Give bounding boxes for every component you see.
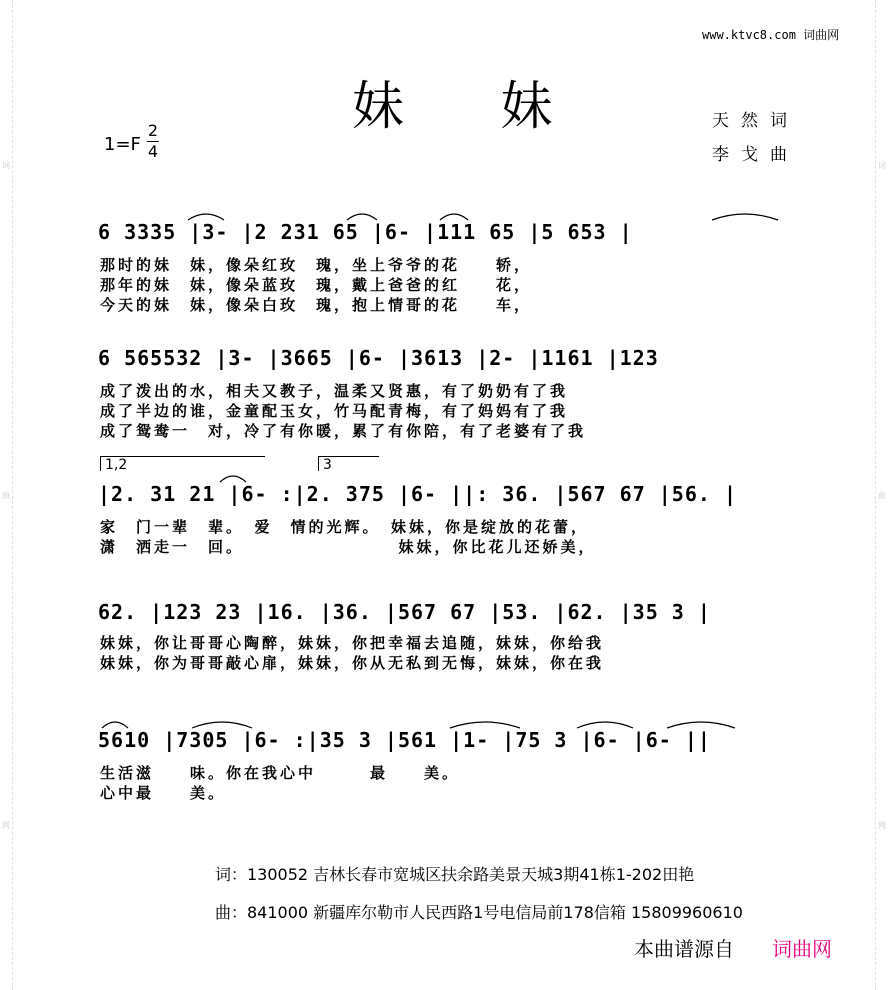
slur-mark <box>100 716 130 730</box>
lyric-line: 那年的妹 妹，像朵蓝玫 瑰，戴上爸爸的红 花， <box>100 276 533 294</box>
composer-credit: 李戈曲 <box>712 145 799 165</box>
watermark-char: 网 <box>2 820 10 830</box>
right-watermark-strip <box>875 0 888 990</box>
watermark-char: 曲 <box>2 490 10 500</box>
lyric-line: 妹妹，你为哥哥敲心扉，妹妹，你从无私到无悔，妹妹，你在我 <box>100 654 605 672</box>
lyric-line: 成了半边的谁，金童配玉女，竹马配青梅，有了妈妈有了我 <box>100 402 569 420</box>
slur-mark <box>218 470 248 484</box>
source-text: 本曲谱源自 <box>634 937 734 961</box>
left-watermark-strip <box>0 0 13 990</box>
source-site-link[interactable]: 词曲网 <box>772 937 832 961</box>
song-title: 妹 妹 <box>352 77 593 137</box>
lyric-line: 心中最 美。 <box>100 784 227 802</box>
meter-top: 2 <box>147 121 159 140</box>
lyricist-address: 词：130052 吉林长春市宽城区扶余路美景天城3期41栋1-202田艳 <box>215 865 695 884</box>
meter-bottom: 4 <box>147 142 159 161</box>
composer-address: 曲：841000 新疆库尔勒市人民西路1号电信局前178信箱 15809960610 <box>215 903 743 922</box>
staff-row-4 <box>98 600 820 630</box>
site-url[interactable]: www.ktvc8.com 词曲网 <box>702 28 840 42</box>
watermark-char: 曲 <box>878 490 886 500</box>
notation-line: 6 3335 |3- |2 231 65 |6- |111 65 |5 653 | <box>98 220 633 244</box>
staff-row-3 <box>98 482 820 512</box>
notation-line: 5610 |7305 |6- :|35 3 |561 |1- |75 3 |6- |6- || <box>98 728 711 752</box>
slur-mark <box>438 208 470 222</box>
watermark-char: 网 <box>878 820 886 830</box>
lyric-line: 生活滋 味。你在我心中 最 美。 <box>100 764 461 782</box>
first-ending-bracket: 1,2 <box>100 456 265 471</box>
lyric-line: 成了泼出的水，相夫又教子，温柔又贤惠，有了奶奶有了我 <box>100 382 569 400</box>
staff-row-5 <box>98 728 820 758</box>
lyric-line: 家 门一辈 辈。 爱 情的光辉。 妹妹，你是绽放的花蕾， <box>100 518 590 536</box>
slur-mark <box>186 208 226 222</box>
slur-mark <box>665 716 737 730</box>
watermark-char: 词 <box>878 160 886 170</box>
lyric-line: 成了鸳鸯一 对，冷了有你暖，累了有你陪，有了老婆有了我 <box>100 422 587 440</box>
slur-mark <box>710 208 780 222</box>
second-ending-bracket: 3 <box>318 456 379 471</box>
lyric-line: 妹妹，你让哥哥心陶醉，妹妹，你把幸福去追随，妹妹，你给我 <box>100 634 605 652</box>
slur-mark <box>448 716 522 730</box>
slur-mark <box>190 716 254 730</box>
staff-row-1 <box>98 220 820 250</box>
slur-mark <box>345 208 379 222</box>
slur-mark <box>575 716 635 730</box>
notation-line: 6 565532 |3- |3665 |6- |3613 |2- |1161 |123 <box>98 346 659 370</box>
lyricist-credit: 天然词 <box>712 111 799 131</box>
notation-line: |2. 31 21 |6- :|2. 375 |6- ||: 36. |567 67 |56. | <box>98 482 738 506</box>
lyric-line: 今天的妹 妹，像朵白玫 瑰，抱上情哥的花 车， <box>100 296 533 314</box>
lyric-line: 那时的妹 妹，像朵红玫 瑰，坐上爷爷的花 轿， <box>100 256 533 274</box>
watermark-char: 词 <box>2 160 10 170</box>
lyric-line: 潇 洒走一 回。 妹妹，你比花儿还娇美， <box>100 538 597 556</box>
key-signature: 1=F <box>104 134 141 155</box>
time-signature <box>147 122 159 161</box>
notation-line: 62. |123 23 |16. |36. |567 67 |53. |62. |35 3 | <box>98 600 711 624</box>
staff-row-2 <box>98 346 820 376</box>
